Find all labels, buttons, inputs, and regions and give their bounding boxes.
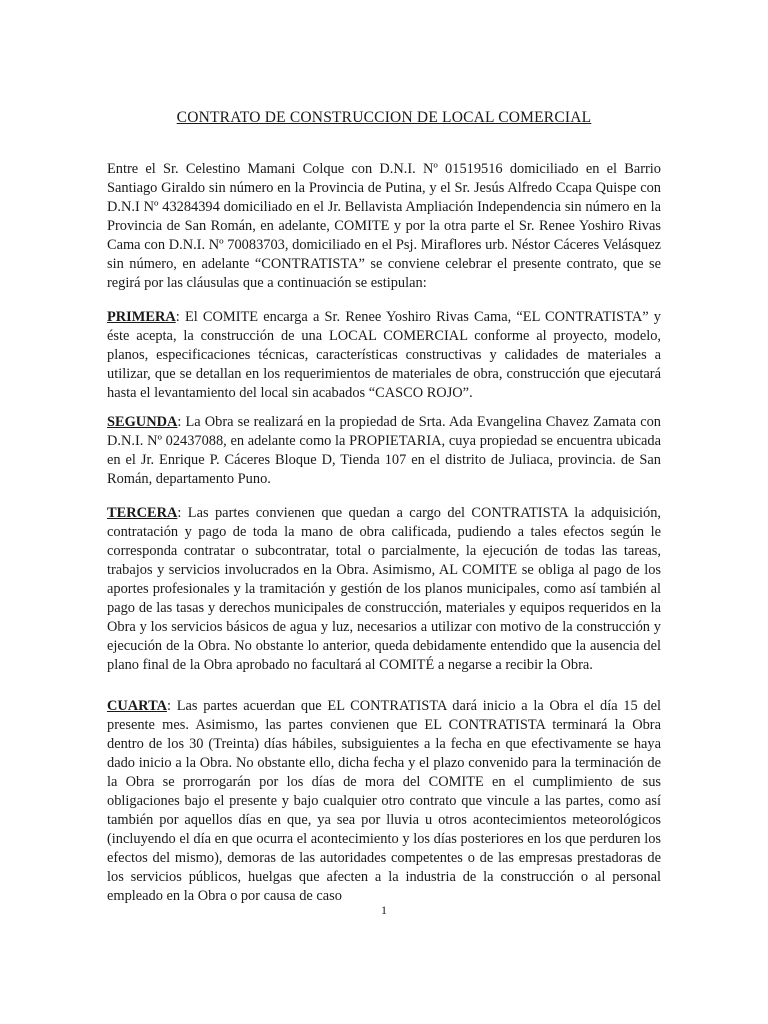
clause-paragraph	[107, 697, 661, 906]
intro-text: Entre el Sr. Celestino Mamani Colque con D.N.I. Nº 01519516 domiciliado en el Barrio Santiago Giraldo sin número en la Provincia de Putina, y el Sr. Jesús Alfredo Ccapa Quispe con D.N.I Nº 43284394 domiciliado en el Jr. Bellavista Ampliación Independencia sin número en la Provincia de San Román, en adelante, COMITE y por la otra parte el Sr. Renee Yoshiro Rivas Cama con D.N.I. Nº 70083703, domiciliado en el Psj. Miraflores urb. Néstor Cáceres Velásquez sin número, en adelante “CONTRATISTA” se conviene celebrar el presente contrato, que se regirá por las cláusulas que a continuación se estipulan:	[107, 161, 661, 291]
clause-text: : La Obra se realizará en la propiedad de Srta. Ada Evangelina Chavez Zamata con D.N.I. Nº 02437088, en adelante como la PROPIETARIA, cuya propiedad se encuentra ubicada en el Jr. Enrique P. Cáceres Bloque D, Tienda 107 en el distrito de Juliaca, provincia. de San Román, departamento Puno.	[107, 414, 661, 487]
clause-text: : Las partes acuerdan que EL CONTRATISTA dará inicio a la Obra el día 15 del presente mes. Asimismo, las partes convienen que EL CONTRATISTA terminará la Obra dentro de los 30 (Treinta) días hábiles, subsiguientes a la fecha en que efectivamente se haya dado inicio a la Obra. No obstante ello, dicha fecha y el plazo convenido para la terminación de la Obra se prorrogarán por los días de mora del COMITE en el cumplimiento de sus obligaciones bajo el presente y bajo cualquier otro contrato que vincule a las partes, como así también por aquellos días en que, ya sea por lluvia u otros acontecimientos meteorológicos (incluyendo el día en que ocurra el acontecimiento y los días posteriores en los que perduren los efectos del mismo), demoras de las autoridades competentes o de las empresas prestadoras de los servicios públicos, huelgas que afecten a la industria de la construcción o al personal empleado en la Obra o por causa de caso	[107, 698, 661, 904]
clause-label: TERCERA	[107, 505, 178, 521]
clause-paragraph	[107, 308, 661, 403]
clause-text: : El COMITE encarga a Sr. Renee Yoshiro Rivas Cama, “EL CONTRATISTA” y éste acepta, la construcción de una LOCAL COMERCIAL conforme al proyecto, modelo, planos, especificaciones técnicas, características constructivas y calidades de materiales a utilizar, que se detallan en los requerimientos de materiales de obra, construcción que ejecutará hasta el levantamiento del local sin acabados “CASCO ROJO”.	[107, 309, 661, 401]
clause-cuarta	[107, 697, 661, 906]
clause-paragraph	[107, 413, 661, 489]
clause-text: : Las partes convienen que quedan a cargo del CONTRATISTA la adquisición, contratación y pago de toda la mano de obra calificada, pudiendo a tales efectos según le corresponda contratar o subcontratar, total o parcialmente, la ejecución de todas las tareas, trabajos y servicios involucrados en la Obra. Asimismo, AL COMITE se obliga al pago de los aportes profesionales y la tramitación y gestión de los planos municipales, como así también al pago de las tasas y derechos municipales de construcción, materiales y equipos requeridos en la Obra y los servicios básicos de agua y luz, necesarios a utilizar con motivo de la construcción y ejecución de la Obra. No obstante lo anterior, queda debidamente entendido que la ausencia del plano final de la Obra aprobado no facultará al COMITÉ a negarse a recibir la Obra.	[107, 505, 661, 673]
clause-label: CUARTA	[107, 698, 167, 714]
intro-paragraph	[107, 160, 661, 293]
clause-primera	[107, 308, 661, 403]
clause-label: PRIMERA	[107, 309, 176, 325]
clause-paragraph	[107, 504, 661, 675]
clause-label: SEGUNDA	[107, 414, 178, 430]
page-number: 1	[381, 903, 387, 917]
document-title: CONTRATO DE CONSTRUCCION DE LOCAL COMERCIAL	[176, 109, 592, 126]
clause-tercera	[107, 504, 661, 675]
clause-segunda	[107, 413, 661, 489]
